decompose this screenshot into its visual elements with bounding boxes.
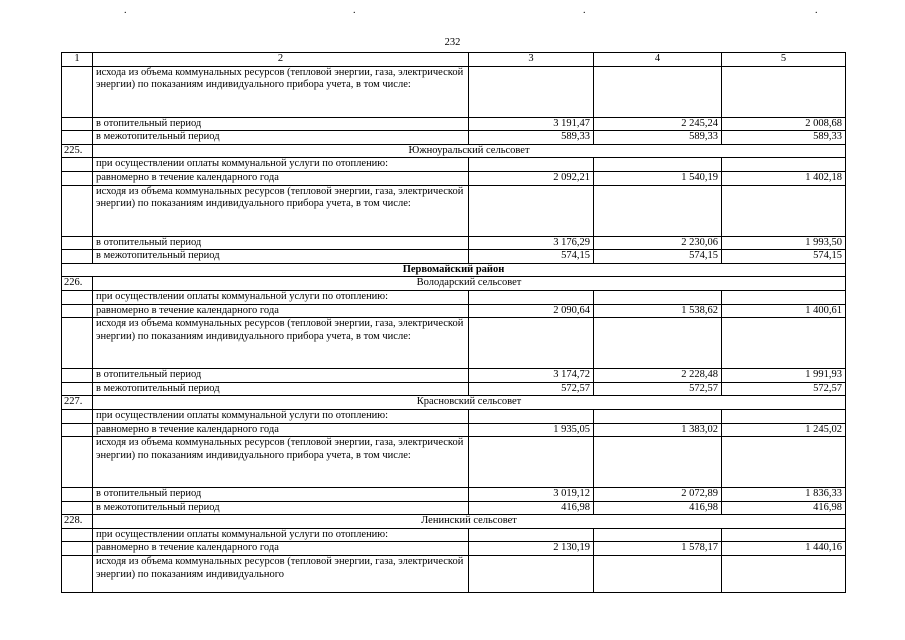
value-cell-col5 [722,185,846,236]
value-cell-col3: 3 019,12 [469,488,594,502]
section-row [62,396,846,410]
section-row [62,277,846,291]
row-label: равномерно в течение календарного года [93,171,469,185]
value-cell-col3 [469,528,594,542]
table-row [62,185,846,236]
value-cell-col5: 1 245,02 [722,423,846,437]
header-cell: 3 [469,53,594,67]
row-number [62,382,93,396]
row-number [62,236,93,250]
table-row [62,542,846,556]
page-number: 232 [444,37,461,48]
value-cell-col3 [469,158,594,172]
value-cell-col3: 3 176,29 [469,236,594,250]
value-cell-col3 [469,556,594,593]
value-cell-col4 [594,409,722,423]
row-number [62,66,93,117]
value-cell-col3: 2 130,19 [469,542,594,556]
row-number [62,488,93,502]
row-label: равномерно в течение календарного года [93,304,469,318]
row-label: исходя из объема коммунальных ресурсов (тепловой энергии, газа, электрической энергии) по показаниям индивидуального прибора учета, в том числе: [93,185,469,236]
value-cell-col3 [469,185,594,236]
value-cell-col5 [722,158,846,172]
header-row [62,53,846,67]
header-cell: 4 [594,53,722,67]
row-number [62,318,93,369]
value-cell-col5: 1 400,61 [722,304,846,318]
section-title: Южноуральский сельсовет [93,144,846,158]
row-label: исхода из объема коммунальных ресурсов (тепловой энергии, газа, электрической энергии) по показаниям индивидуального прибора учета, в том числе: [93,66,469,117]
value-cell-col4: 589,33 [594,131,722,145]
scan-dots [0,6,905,20]
row-number: 227. [62,396,93,410]
row-label: в межотопительный период [93,501,469,515]
row-label: равномерно в течение календарного года [93,542,469,556]
value-cell-col5: 572,57 [722,382,846,396]
value-cell-col3 [469,66,594,117]
scan-dot: . [583,5,586,16]
table-row [62,437,846,488]
row-label: в межотопительный период [93,131,469,145]
row-number [62,528,93,542]
value-cell-col3: 3 191,47 [469,117,594,131]
row-number [62,131,93,145]
row-number [62,171,93,185]
table-row [62,528,846,542]
value-cell-col3: 572,57 [469,382,594,396]
table-row [62,318,846,369]
value-cell-col5 [722,556,846,593]
section-title: Красновский сельсовет [93,396,846,410]
row-label: в отопительный период [93,369,469,383]
row-label: при осуществлении оплаты коммунальной услуги по отоплению: [93,158,469,172]
row-number [62,117,93,131]
row-number [62,409,93,423]
value-cell-col5: 2 008,68 [722,117,846,131]
row-label: при осуществлении оплаты коммунальной услуги по отоплению: [93,290,469,304]
value-cell-col4: 572,57 [594,382,722,396]
table-row [62,171,846,185]
district-title: Первомайский район [62,263,846,277]
value-cell-col3 [469,290,594,304]
section-row [62,144,846,158]
value-cell-col4 [594,528,722,542]
value-cell-col4: 416,98 [594,501,722,515]
value-cell-col5: 1 402,18 [722,171,846,185]
table-row [62,117,846,131]
value-cell-col3 [469,409,594,423]
value-cell-col3: 589,33 [469,131,594,145]
tariff-table [61,52,846,593]
table-row [62,66,846,117]
value-cell-col4: 1 578,17 [594,542,722,556]
row-number [62,437,93,488]
row-label: исходя из объема коммунальных ресурсов (тепловой энергии, газа, электрической энергии) по показаниям индивидуального прибора учета, в том числе: [93,437,469,488]
value-cell-col4 [594,318,722,369]
table-row [62,409,846,423]
value-cell-col3: 3 174,72 [469,369,594,383]
row-number [62,250,93,264]
row-label: исходя из объема коммунальных ресурсов (тепловой энергии, газа, электрической энергии) по показаниям индивидуального [93,556,469,593]
value-cell-col3: 574,15 [469,250,594,264]
row-number [62,423,93,437]
header-cell: 1 [62,53,93,67]
row-number [62,158,93,172]
value-cell-col5 [722,290,846,304]
row-label: в межотопительный период [93,382,469,396]
value-cell-col4 [594,556,722,593]
row-number [62,290,93,304]
row-label: в отопительный период [93,488,469,502]
value-cell-col5: 416,98 [722,501,846,515]
value-cell-col5 [722,66,846,117]
table-row [62,423,846,437]
table-row [62,304,846,318]
section-row [62,515,846,529]
table-row [62,158,846,172]
table-row [62,382,846,396]
value-cell-col5: 1 836,33 [722,488,846,502]
value-cell-col5: 574,15 [722,250,846,264]
table-row [62,250,846,264]
scan-dot: . [124,5,127,16]
value-cell-col3: 2 090,64 [469,304,594,318]
value-cell-col5 [722,409,846,423]
row-number: 228. [62,515,93,529]
header-cell: 5 [722,53,846,67]
value-cell-col5: 1 440,16 [722,542,846,556]
row-number [62,556,93,593]
table-row [62,131,846,145]
scan-dot: . [815,5,818,16]
value-cell-col4: 2 228,48 [594,369,722,383]
value-cell-col3: 1 935,05 [469,423,594,437]
value-cell-col5: 589,33 [722,131,846,145]
table-row [62,236,846,250]
value-cell-col4: 2 230,06 [594,236,722,250]
row-number: 226. [62,277,93,291]
value-cell-col5 [722,437,846,488]
row-label: исходя из объема коммунальных ресурсов (тепловой энергии, газа, электрической энергии) по показаниям индивидуального прибора учета, в том числе: [93,318,469,369]
value-cell-col4 [594,185,722,236]
value-cell-col4: 1 540,19 [594,171,722,185]
row-number [62,185,93,236]
value-cell-col4 [594,437,722,488]
header-cell: 2 [93,53,469,67]
value-cell-col4 [594,66,722,117]
value-cell-col4: 574,15 [594,250,722,264]
table-row [62,290,846,304]
row-label: в отопительный период [93,117,469,131]
table-row [62,501,846,515]
value-cell-col4: 2 245,24 [594,117,722,131]
value-cell-col4 [594,158,722,172]
row-number: 225. [62,144,93,158]
value-cell-col4: 2 072,89 [594,488,722,502]
value-cell-col4 [594,290,722,304]
row-number [62,542,93,556]
section-title: Ленинский сельсовет [93,515,846,529]
value-cell-col5 [722,318,846,369]
value-cell-col3 [469,318,594,369]
row-label: при осуществлении оплаты коммунальной услуги по отоплению: [93,528,469,542]
row-number [62,304,93,318]
value-cell-col3 [469,437,594,488]
row-number [62,501,93,515]
row-number [62,369,93,383]
district-row [62,263,846,277]
value-cell-col5: 1 991,93 [722,369,846,383]
row-label: в отопительный период [93,236,469,250]
table-row [62,488,846,502]
value-cell-col3: 2 092,21 [469,171,594,185]
scan-dot: . [353,5,356,16]
value-cell-col4: 1 538,62 [594,304,722,318]
row-label: равномерно в течение календарного года [93,423,469,437]
row-label: в межотопительный период [93,250,469,264]
value-cell-col4: 1 383,02 [594,423,722,437]
section-title: Володарский сельсовет [93,277,846,291]
table-row [62,369,846,383]
row-label: при осуществлении оплаты коммунальной услуги по отоплению: [93,409,469,423]
value-cell-col5: 1 993,50 [722,236,846,250]
table-row [62,556,846,593]
value-cell-col3: 416,98 [469,501,594,515]
value-cell-col5 [722,528,846,542]
